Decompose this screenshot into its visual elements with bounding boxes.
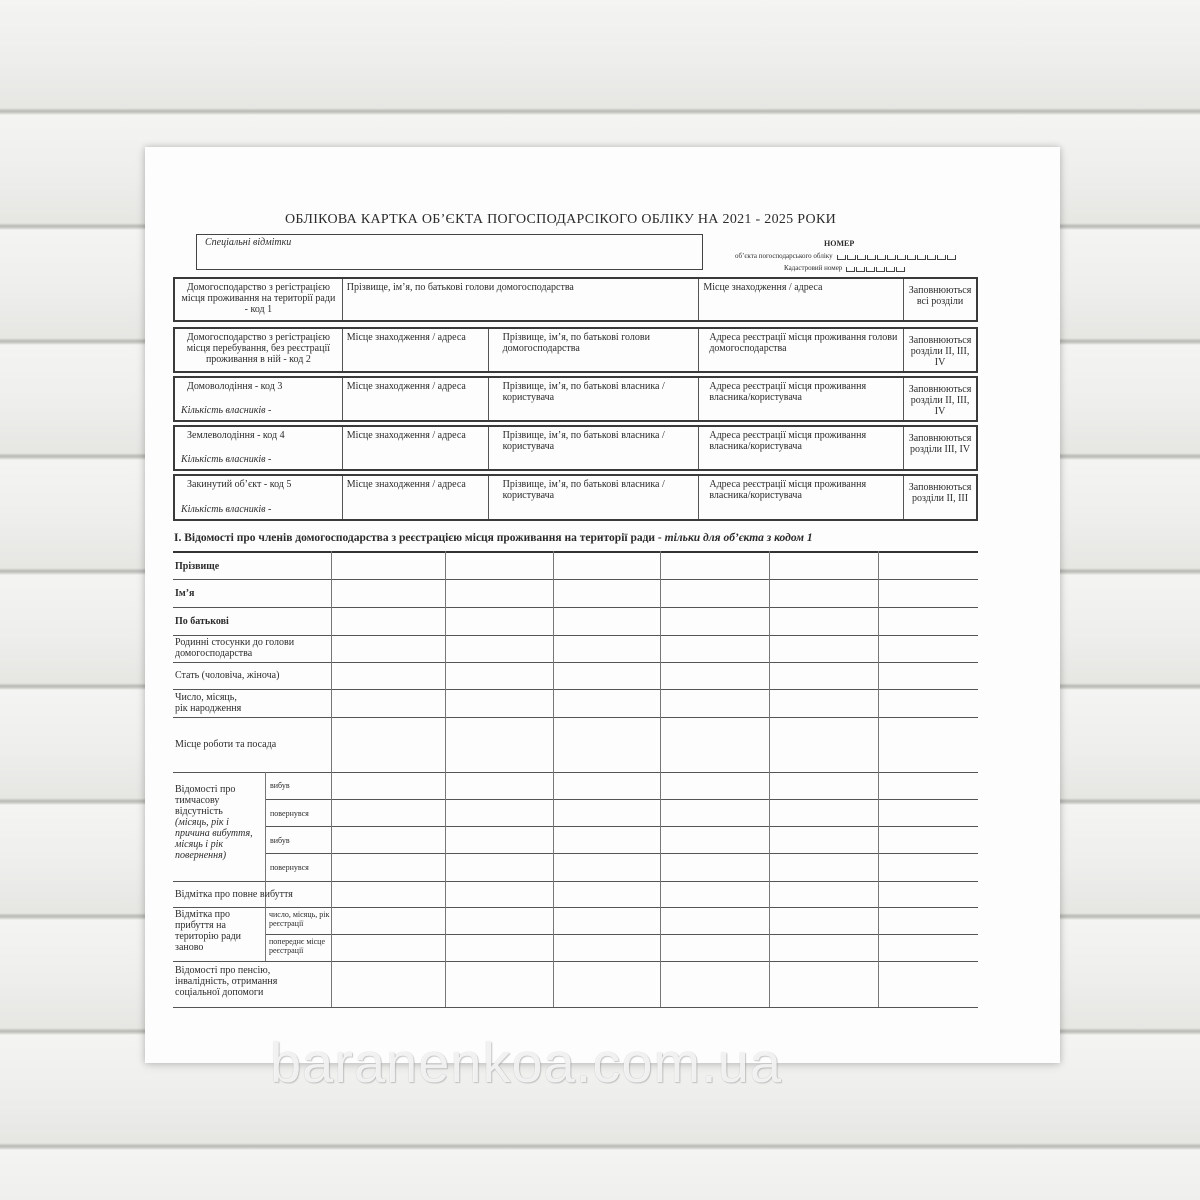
row-line [173, 717, 978, 718]
sub-col-line [265, 907, 266, 961]
cadastral-number-cells[interactable] [846, 267, 906, 272]
row-label-birth-line-2: рік народження [175, 703, 242, 714]
row-line [265, 853, 978, 854]
code-box-registration-address[interactable]: Адреса реєстрації місця проживання власника/користувача [699, 427, 904, 469]
code-box-4 [173, 425, 978, 471]
col-line [660, 551, 661, 1007]
code-box-3 [173, 376, 978, 422]
row-line [173, 579, 978, 580]
row-line [173, 662, 978, 663]
code-box-type-cell [175, 378, 343, 420]
row-line [173, 907, 978, 908]
col-line [331, 551, 332, 1007]
owners-count[interactable]: Кількість власників - [181, 405, 272, 416]
sub-col-line [265, 772, 266, 907]
code-box-registration-address[interactable]: Адреса реєстрації місця проживання власника/користувача [699, 476, 904, 519]
number-heading: НОМЕР [824, 239, 855, 248]
code-box-type: Домогосподарство з регістрацією місця перебування, без реєстрації проживання в ній - код 2 [175, 329, 343, 371]
code-box-type-cell [175, 476, 343, 519]
code-box-address[interactable]: Місце знаходження / адреса [699, 279, 904, 320]
row-label-birth-line-1: Число, місяць, [175, 692, 237, 703]
absence-note: (місяць, рік і причина вибуття, місяць і рік повернення) [175, 817, 253, 861]
code-box-type: Домоволодіння - код 3 [187, 381, 283, 392]
row-label-absence [175, 784, 261, 861]
code-box-owner-name[interactable]: Прізвище, ім’я, по батькові власника / користувача [489, 476, 700, 519]
row-label-pension: Відомості про пенсію, інвалідність, отримання соціальної допомоги [175, 965, 278, 998]
code-box-type: Землеволодіння - код 4 [187, 430, 285, 441]
row-line [173, 772, 978, 773]
row-line [173, 961, 978, 962]
sub-label-returned-1: повернувся [270, 809, 309, 818]
row-line [265, 934, 978, 935]
code-box-address[interactable]: Місце знаходження / адреса [343, 329, 489, 371]
row-line [173, 881, 978, 882]
section-1-title [174, 532, 813, 544]
code-box-1 [173, 277, 978, 322]
col-line [769, 551, 770, 1007]
special-marks-label: Спеціальні відмітки [205, 237, 292, 248]
row-label-patronymic: По батькові [175, 616, 229, 627]
row-label-full-departure: Відмітка про повне вибуття [175, 889, 293, 900]
col-line [553, 551, 554, 1007]
row-label-arrival: Відмітка про прибуття на територію ради заново [175, 909, 242, 953]
code-box-owner-name[interactable]: Прізвище, ім’я, по батькові власника / користувача [489, 378, 700, 420]
absence-text: Відомості про тимчасову відсутність [175, 784, 236, 817]
object-number-label: об’єкта погосподарського обліку [735, 252, 833, 260]
sub-label-returned-2: повернувся [270, 863, 309, 872]
sub-label-arrival-date: число, місяць, рік реєстрації [269, 910, 330, 928]
code-box-fill-note: Заповнюються розділи II, III [908, 482, 972, 504]
sub-label-prev-place: попереднє місце реєстрації [269, 937, 326, 955]
section-1-title-note: тільки для об’єкта з кодом 1 [664, 532, 813, 544]
code-box-head-name[interactable]: Прізвище, ім’я, по батькові голови домогосподарства [489, 329, 700, 371]
code-box-address[interactable]: Місце знаходження / адреса [343, 476, 489, 519]
owners-count[interactable]: Кількість власників - [181, 454, 272, 465]
code-box-type: Закинутий об’єкт - код 5 [187, 479, 292, 490]
code-box-fill-note: Заповнюються розділи III, IV [908, 433, 972, 455]
object-number-cells[interactable] [837, 255, 957, 260]
form-title: ОБЛІКОВА КАРТКА ОБ’ЄКТА ПОГОСПОДАРСІКОГО ОБЛІКУ НА 2021 - 2025 РОКИ [285, 212, 836, 227]
code-box-registration-address[interactable]: Адреса реєстрації місця проживання власника/користувача [699, 378, 904, 420]
row-line [173, 635, 978, 636]
row-line [265, 799, 978, 800]
special-marks-box[interactable] [196, 234, 703, 270]
cadastral-number-row [784, 264, 906, 272]
row-line [173, 607, 978, 608]
code-box-type: Домогосподарство з регістрацією місця проживання на території ради - код 1 [175, 279, 343, 320]
row-line [265, 826, 978, 827]
object-number-row [735, 252, 957, 260]
row-line [173, 689, 978, 690]
watermark: baranenkoa.com.ua [270, 1031, 783, 1094]
code-box-2 [173, 327, 978, 373]
code-box-address[interactable]: Місце знаходження / адреса [343, 427, 489, 469]
row-label-name: Ім’я [175, 588, 195, 599]
code-box-type-cell [175, 427, 343, 469]
code-box-registration-address[interactable]: Адреса реєстрації місця проживання голови домогосподарства [699, 329, 904, 371]
row-label-relation: Родинні стосунки до голови домогосподарства [175, 637, 295, 659]
code-box-address[interactable]: Місце знаходження / адреса [343, 378, 489, 420]
members-table [173, 551, 978, 1007]
code-box-head-name[interactable]: Прізвище, ім’я, по батькові голови домогосподарства [343, 279, 700, 320]
row-label-surname: Прізвище [175, 561, 220, 572]
code-box-fill-note: Заповнюються розділи II, III, IV [908, 335, 972, 368]
row-line [173, 1007, 978, 1008]
col-line [445, 551, 446, 1007]
code-box-5 [173, 474, 978, 521]
col-line [878, 551, 879, 1007]
row-line [173, 551, 978, 553]
code-box-owner-name[interactable]: Прізвище, ім’я, по батькові власника / користувача [489, 427, 700, 469]
code-box-fill-note: Заповнюються всі розділи [908, 285, 972, 307]
row-label-work: Місце роботи та посада [175, 739, 277, 750]
owners-count[interactable]: Кількість власників - [181, 504, 272, 515]
cadastral-number-label: Кадастровий номер [784, 264, 843, 272]
section-1-title-text: I. Відомості про членів домогосподарства з реєстрацією місця проживання на території ради - [174, 532, 665, 544]
sub-label-left-1: вибув [270, 781, 290, 790]
sub-label-left-2: вибув [270, 836, 290, 845]
code-box-fill-note: Заповнюються розділи II, III, IV [908, 384, 972, 417]
row-label-sex: Стать (чоловіча, жіноча) [175, 670, 280, 681]
